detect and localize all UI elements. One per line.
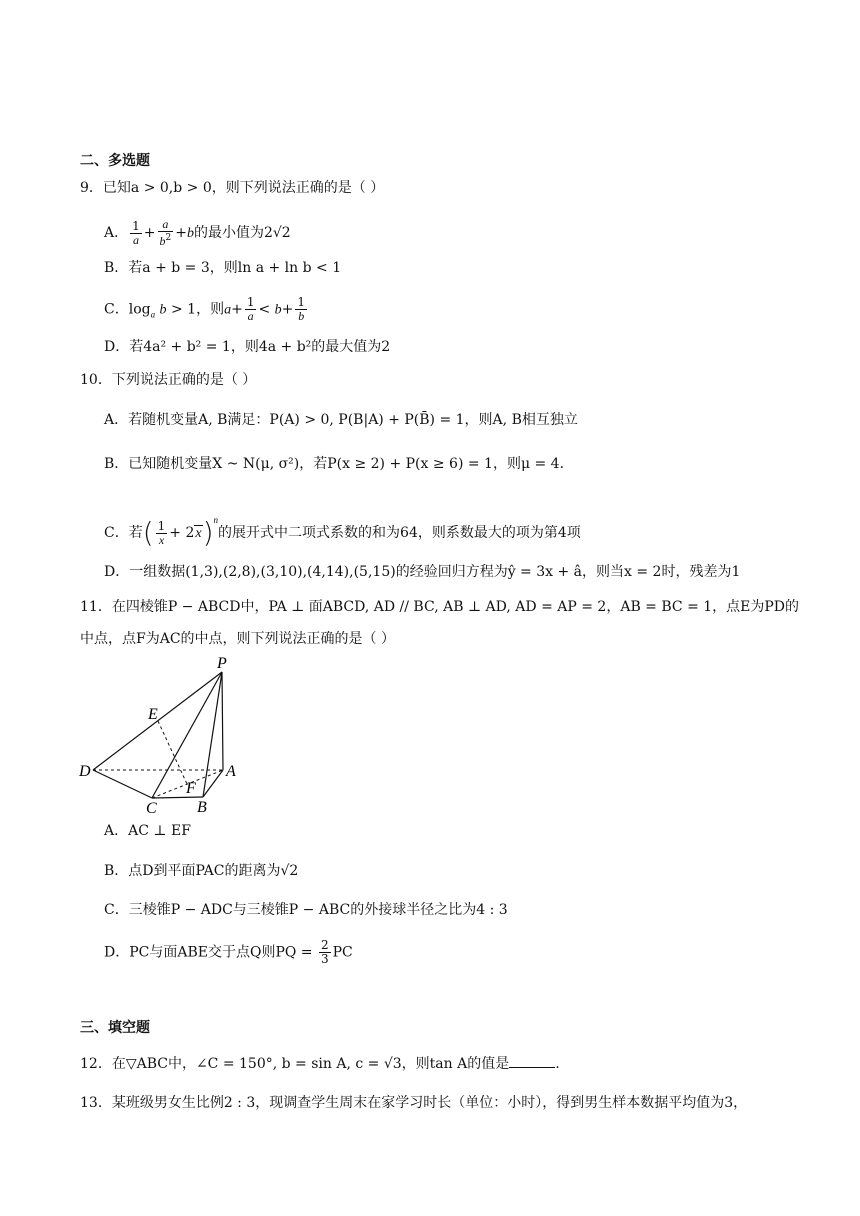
question-9-option-b: B．若a + b = 3，则ln a + ln b < 1 bbox=[104, 260, 342, 276]
option-a-text: 的最小值为2√2 bbox=[193, 225, 291, 241]
question-12: 12．在▽ABC中，∠C = 150°, b = sin A, c = √3，则tan A的值是 . bbox=[80, 1056, 560, 1072]
vertex-label-e: E bbox=[148, 706, 158, 723]
question-9-option-a: A． $\frac{1}{a}$ + $\frac{a}{b^2}$ +b的最小值为2√2 bbox=[104, 217, 291, 248]
question-10-stem: 10．下列说法正确的是（ ） bbox=[80, 372, 257, 388]
question-11-option-a: A．AC ⊥ EF bbox=[104, 823, 191, 839]
option-a-label: A． bbox=[104, 225, 129, 241]
vertex-label-d: D bbox=[79, 763, 91, 780]
vertex-label-a: A bbox=[226, 763, 236, 780]
option-c-text: 的展开式中二项式系数的和为64，则系数最大的项为第4项 bbox=[218, 525, 581, 541]
fraction-1-over-a: $\frac{1}{a}$ bbox=[132, 218, 140, 247]
section-heading-fill-in: 三、填空题 bbox=[80, 1020, 150, 1036]
vertex-label-f: F bbox=[186, 780, 196, 797]
question-10-option-c: C．若( $\frac{1}{x}$ + 2x)$^n$的展开式中二项式系数的和为64，则系数最大的项为第4项 bbox=[104, 515, 581, 549]
option-c-mid: ，则 bbox=[196, 301, 225, 318]
question-9-option-d: D．若4a² + b² = 1，则4a + b²的最大值为2 bbox=[104, 339, 391, 355]
question-11-option-c: C．三棱锥P − ADC与三棱锥P − ABC的外接球半径之比为4 : 3 bbox=[104, 902, 508, 918]
question-10-option-d: D．一组数据(1,3),(2,8),(3,10),(4,14),(5,15)的经验回归方程为ŷ = 3x + â，则当x = 2时，残差为1 bbox=[104, 564, 741, 580]
vertex-label-c: C bbox=[146, 800, 157, 817]
option-d-suffix: PC bbox=[332, 944, 353, 961]
question-11-stem-line-2: 中点，点F为AC的中点，则下列说法正确的是（ ） bbox=[80, 631, 395, 647]
question-11-stem-line-1: 11．在四棱锥P − ABCD中，PA ⊥ 面ABCD, AD // BC, AB ⊥ AD, AD = AP = 2，AB = BC = 1，点E为PD的 bbox=[80, 599, 800, 615]
option-d-prefix: D．PC与面ABE交于点Q则PQ = bbox=[104, 944, 317, 961]
section-heading-multiple-choice: 二、多选题 bbox=[80, 153, 150, 169]
fraction-2-over-3: $\frac{2}{3}$ bbox=[320, 938, 329, 966]
option-c-label: C． bbox=[104, 301, 129, 318]
pyramid-figure bbox=[76, 650, 256, 818]
question-9-option-c: C．$\log_a b > 1$，则a+ $\frac{1}{a}$ < b+ $\frac{1}{b}$ bbox=[104, 295, 306, 323]
fraction-a-over-b2: $\frac{a}{b^2}$ bbox=[159, 217, 172, 248]
question-9-stem: 9．已知a > 0,b > 0，则下列说法正确的是（ ） bbox=[80, 180, 385, 196]
vertex-label-b: B bbox=[197, 799, 207, 816]
question-13: 13．某班级男女生比例2 : 3，现调查学生周末在家学习时长（单位：小时），得到男生样本数据平均值为3， bbox=[80, 1095, 748, 1111]
question-11-option-b: B．点D到平面PAC的距离为√2 bbox=[104, 863, 299, 879]
question-12-text: 12．在▽ABC中，∠C = 150°, b = sin A, c = √3，则tan A的值是 bbox=[80, 1056, 510, 1072]
option-c-label: C．若 bbox=[104, 525, 143, 541]
question-11-option-d bbox=[104, 939, 353, 966]
vertex-label-p: P bbox=[217, 655, 227, 672]
answer-blank[interactable] bbox=[509, 1055, 555, 1068]
question-10-option-a: A．若随机变量A, B满足：P(A) > 0, P(B|A) + P(B̄) = 1，则A, B相互独立 bbox=[104, 412, 578, 428]
question-10-option-b: B．已知随机变量X ~ N(μ, σ²)，若P(x ≥ 2) + P(x ≥ 6) = 1，则μ = 4． bbox=[104, 456, 574, 472]
